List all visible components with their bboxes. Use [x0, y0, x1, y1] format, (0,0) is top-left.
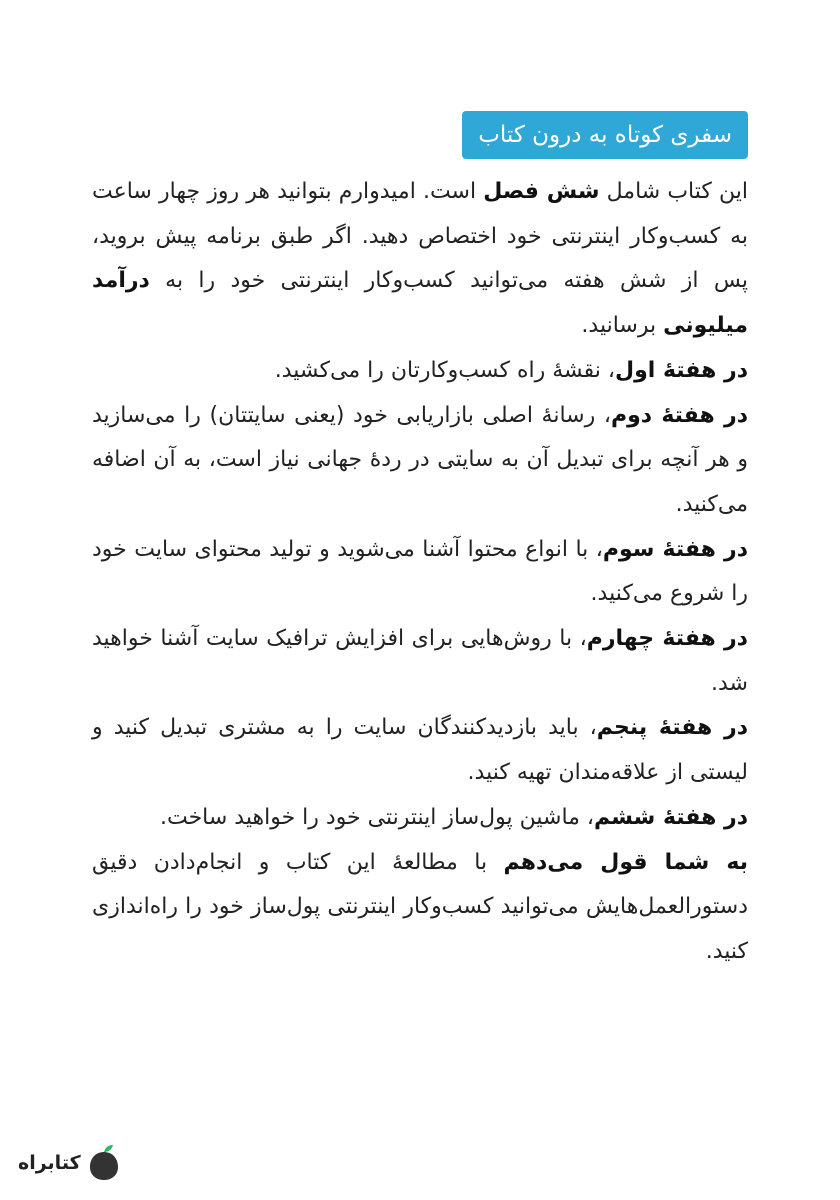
intro-text-1: این کتاب شامل — [599, 179, 748, 204]
week-6-text: ، ماشین پول‌ساز اینترنتی خود را خواهید ساخت. — [159, 804, 595, 830]
intro-paragraph — [92, 170, 748, 349]
week-2-paragraph — [92, 394, 748, 528]
brand-logo — [18, 1144, 121, 1182]
kitabrah-logo-icon — [87, 1144, 121, 1182]
week-6-paragraph — [92, 796, 748, 841]
intro-text-2: است. امیدوارم بتوانید هر روز چهار ساعت به کسب‌وکار اینترنتی خود اختصاص دهید. اگر طبق برنامه پیش بروید، پس از شش هفته می‌توانید کسب‌وکار اینترنتی خود را به — [92, 179, 748, 294]
week-1-text: ، نقشهٔ راه کسب‌وکارتان را می‌کشید. — [274, 357, 615, 383]
week-6-label: در هفتهٔ ششم — [594, 804, 748, 830]
section-title: سفری کوتاه به درون کتاب — [478, 122, 732, 148]
promise-paragraph — [92, 841, 748, 975]
intro-text-3: برسانید. — [581, 313, 664, 339]
brand-name: کتابراه — [18, 1152, 81, 1174]
week-1-paragraph — [92, 349, 748, 394]
week-2-label: در هفتهٔ دوم — [610, 402, 748, 428]
promise-text: با مطالعهٔ این کتاب و انجام‌دادن دقیق دستورالعمل‌هایش می‌توانید کسب‌وکار اینترنتی پول‌ساز خود را راه‌اندازی کنید. — [92, 849, 748, 964]
book-intro-text — [92, 170, 748, 975]
week-2-text: ، رسانهٔ اصلی بازاریابی خود (یعنی سایتتان) را می‌سازید و هر آنچه برای تبدیل آن به سایتی در ردهٔ جهانی نیاز است، به آن اضافه می‌کنید. — [92, 402, 748, 517]
week-3-paragraph — [92, 528, 748, 617]
intro-bold-income: درآمد میلیونی — [92, 268, 748, 339]
section-title-badge — [462, 111, 748, 159]
week-4-text: ، با روش‌هایی برای افزایش ترافیک سایت آشنا خواهید شد. — [92, 626, 748, 696]
week-5-text: ، باید بازدیدکنندگان سایت را به مشتری تبدیل کنید و لیستی از علاقه‌مندان تهیه کنید. — [92, 715, 748, 786]
week-3-text: ، با انواع محتوا آشنا می‌شوید و تولید محتوای سایت خود را شروع می‌کنید. — [92, 536, 748, 607]
week-5-paragraph — [92, 706, 748, 795]
week-3-label: در هفتهٔ سوم — [602, 536, 748, 562]
promise-label: به شما قول می‌دهم — [503, 849, 749, 875]
week-4-paragraph — [92, 617, 748, 706]
week-1-label: در هفتهٔ اول — [615, 357, 748, 383]
week-5-label: در هفتهٔ پنجم — [596, 715, 748, 741]
week-4-label: در هفتهٔ چهارم — [586, 626, 748, 652]
intro-bold-chapters: شش فصل — [483, 179, 600, 204]
